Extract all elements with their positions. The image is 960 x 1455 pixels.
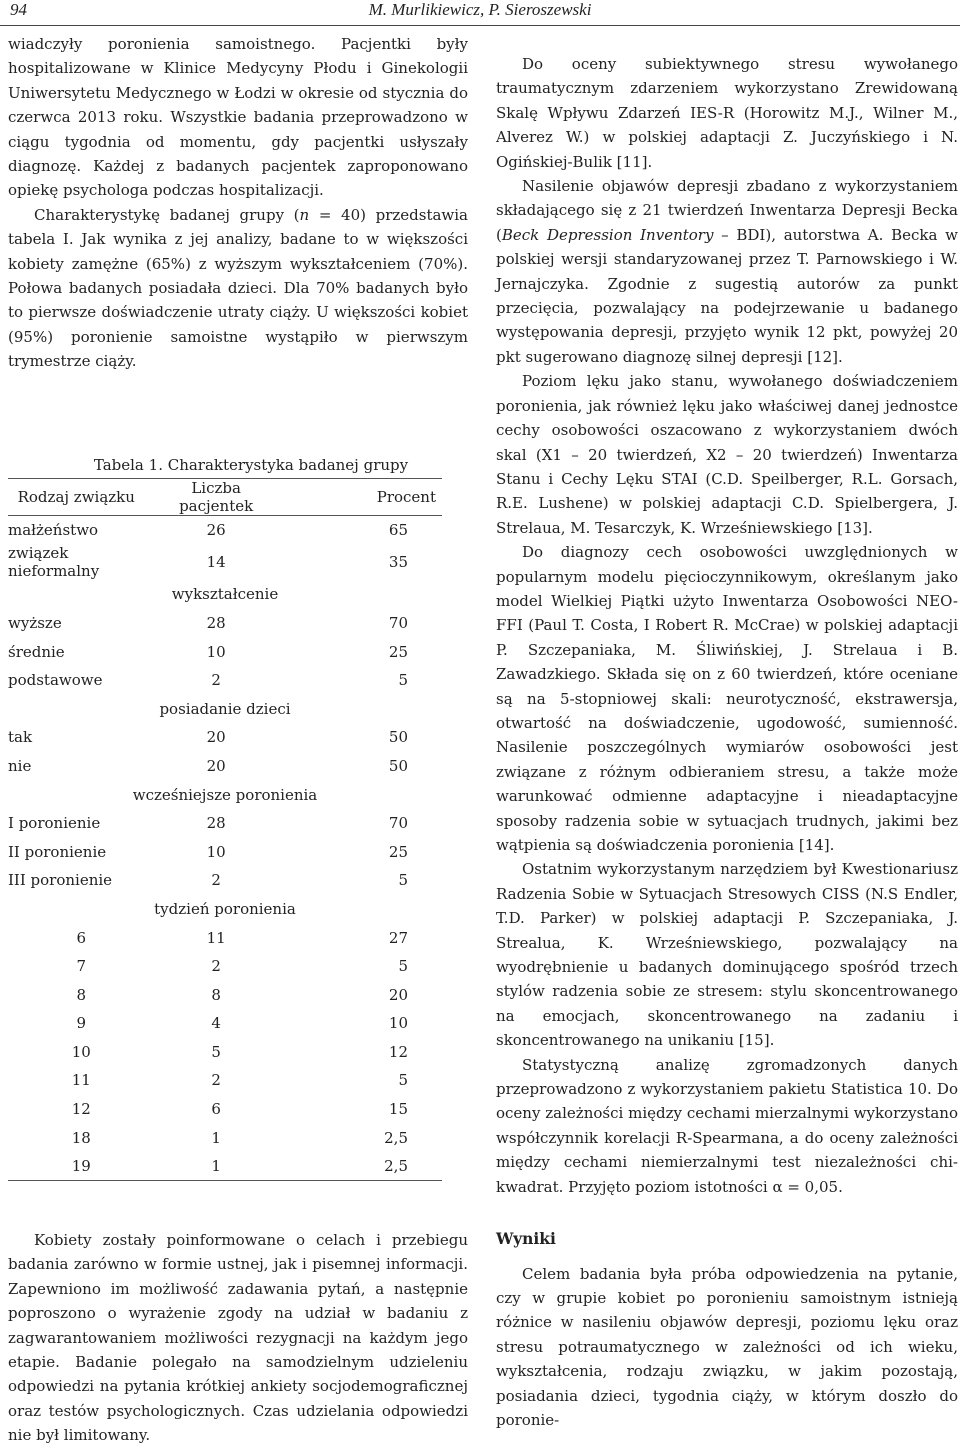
percent-value: 2,5 [384, 1128, 408, 1147]
patient-count: 26 [206, 521, 226, 540]
row-label: 9 [76, 1014, 87, 1033]
text-run: = 40) przedstawia tabela I. Jak wynika z jej analizy, badane to w większości kobiety zamężne (65%) z wyższym wykształceniem (70%). Połowa badanych posiadała dzieci. Dla 70% badanych było to pierwsze doświadczenie utraty ciąży. U większości kobiet (95%) poronienie samoistne wystąpiło w pierwszym trymestrze ciąży. [8, 205, 468, 371]
table-section-row [8, 895, 442, 924]
patient-count: 11 [206, 928, 226, 947]
text-run: – BDI), autorstwa A. Becka w polskiej wersji standaryzowanej przez T. Parnowskiego i W. Jernajczyka. Zgodnie z sugestią autorów za punkt przecięcia, pozwalający na podejrzewanie u badanego występowania depresji, przyjęto wynik 12 pkt, powyżej 20 pkt sugerowano diagnozę silnej depresji [12]. [496, 225, 958, 366]
table-row [8, 723, 442, 752]
percent-value: 50 [388, 756, 408, 775]
paragraph [496, 174, 958, 369]
patient-count: 2 [211, 957, 221, 976]
percent-value: 20 [388, 985, 408, 1004]
column-header: Rodzaj związku [17, 488, 135, 506]
patient-count: 6 [211, 1100, 221, 1119]
row-label: 6 [76, 928, 87, 947]
table-row [8, 1066, 442, 1095]
running-header [0, 0, 960, 24]
percent-value: 70 [388, 814, 408, 833]
table-row [8, 1095, 442, 1124]
table-row [8, 752, 442, 781]
patient-count: 28 [206, 613, 226, 632]
paragraph: Ostatnim wykorzystanym narzędziem był Kwestionariusz Radzenia Sobie w Sytuacjach Stresowych CISS (N.S Endler, T.D. Parker) w polskiej adaptacji P. Szczepaniaka, J. Strealua, K. Wrześniewskiego, pozwalający na wyodrębnienie u badanych dominującego spośród trzech stylów radzenia sobie ze stresem: stylu skoncentrowanego na emocjach, skoncentrowanego na zadaniu i skoncentrowanego na unikaniu [15]. [496, 860, 958, 1050]
table-row [8, 952, 442, 981]
paragraph: wiadczyły poronienia samoistnego. Pacjentki były hospitalizowane w Klinice Medycyny Płodu i Ginekologii Uniwersytetu Medycznego w Łodzi w okresie od stycznia do czerwca 2013 roku. Wszystkie badania przeprowadzono w ciągu tygodnia od momentu, gdy pacjentki usłyszały diagnozę. Każdej z badanych pacjentek zaproponowano opiekę psychologa podczas hospitalizacji. [8, 35, 468, 200]
left-column-top [8, 32, 468, 374]
paragraph: Do diagnozy cech osobowości uwzględnionych w popularnym modelu pięcioczynnikowym, określanym jako model Wielkiej Piątki użyto Inwentarza Osobowości NEO-FFI (Paul T. Costa, I Robert R. McCrae) w polskiej adaptacji P. Szczepaniaka, M. Śliwińskiej, J. Strelaua i B. Zawadzkiego. Składa się on z 60 twierdzeń, które oceniane są na 5-stopniowej skali: neurotyczność, ekstrawersja, otwartość na doświadczenie, ugodowość, sumienność. Nasilenie poszczególnych wymiarów osobowości jest związane z różnym odbieraniem stresu, a także może warunkować odmienne adaptacyjne i nieadaptacyjne sposoby radzenia sobie w sytuacjach trudnych, jakimi bez wątpienia są doświadczenia poronienia [14]. [496, 543, 958, 854]
percent-value: 5 [398, 671, 408, 690]
table-row [8, 809, 442, 838]
row-label: 19 [71, 1157, 91, 1176]
paragraph: Kobiety zostały poinformowane o celach i przebiegu badania zarówno w formie ustnej, jak i pisemnej informacji. Zapewniono im możliwość zadawania pytań, a następnie poproszono o wyrażenie zgody na udział w badaniu z zagwarantowaniem możliwości rezygnacji na każdym jego etapie. Badanie polegało na samodzielnym udzieleniu odpowiedzi na pytania krótkiej ankiety socjodemograficznej oraz testów psychologicznych. Czas udzielania odpowiedzi nie był limitowany. [8, 1231, 468, 1445]
percent-value: 35 [388, 553, 408, 572]
patient-count: 10 [206, 642, 226, 661]
text-run-italic: n [299, 205, 310, 224]
table-row [8, 1038, 442, 1067]
table-body [8, 516, 442, 1181]
patient-count: 8 [211, 985, 221, 1004]
page-number: 94 [10, 0, 27, 19]
row-label: 10 [71, 1042, 91, 1061]
text-run: Charakterystykę badanej grupy ( [34, 205, 300, 224]
patient-count: 10 [206, 842, 226, 861]
patient-count: 20 [206, 756, 226, 775]
row-label: 18 [71, 1128, 91, 1147]
patient-count: 2 [211, 871, 221, 890]
row-label: tak [8, 728, 33, 747]
text-run: Nasilenie objawów depresji zbadano z wykorzystaniem składającego się z 21 twierdzeń Inwentarza Depresji Becka ( [496, 177, 958, 244]
percent-value: 5 [398, 957, 408, 976]
patient-count: 2 [211, 671, 221, 690]
column-header: Procent [376, 488, 436, 506]
percent-value: 25 [388, 642, 408, 661]
patient-count: 2 [211, 1071, 221, 1090]
column-header: Liczba pacjentek [179, 479, 254, 515]
row-label: II poronienie [8, 842, 107, 861]
table-row [8, 637, 442, 666]
table-row [8, 923, 442, 952]
text-run-italic: Beck Depression Inventory [501, 225, 714, 244]
row-label: związek nieformalny [8, 544, 100, 581]
paragraph: Do oceny subiektywnego stresu wywołanego traumatycznym zdarzeniem wykorzystano Zrewidowaną Skalę Wpływu Zdarzeń IES-R (Horowitz M.J., Wilner M., Alverez W.) w polskiej adaptacji Z. Juczyńskiego i N. Ogińskiej-Bulik [11]. [496, 55, 958, 171]
left-column-bottom [8, 1228, 468, 1448]
section-label: wykształcenie [171, 585, 279, 604]
table-row [8, 609, 442, 638]
percent-value: 25 [388, 842, 408, 861]
row-label: wyższe [8, 613, 62, 632]
table-row [8, 1009, 442, 1038]
characteristics-table [8, 478, 442, 1181]
row-label: III poronienie [8, 871, 113, 890]
percent-value: 5 [398, 1071, 408, 1090]
row-label: podstawowe [8, 671, 103, 690]
section-heading: Wyniki [496, 1229, 556, 1249]
percent-value: 65 [388, 521, 408, 540]
table-row [8, 544, 442, 580]
paragraph: Celem badania była próba odpowiedzenia na pytanie, czy w grupie kobiet po poronieniu samoistnym istnieją różnice w nasileniu objawów depresji, poziomu lęku oraz stresu potraumatycznego w zależności od ich wieku, wykształcenia, rodzaju związku, w jakim pozostają, posiadania dzieci, tygodnia ciąży, w którym doszło do poronie- [496, 1264, 958, 1429]
table-row [8, 980, 442, 1009]
percent-value: 5 [398, 871, 408, 890]
right-column [496, 52, 958, 1432]
percent-value: 10 [388, 1014, 408, 1033]
row-label: 7 [76, 957, 87, 976]
patient-count: 1 [211, 1128, 221, 1147]
percent-value: 70 [388, 613, 408, 632]
table-section-row [8, 780, 442, 809]
patient-count: 1 [211, 1157, 221, 1176]
percent-value: 12 [388, 1042, 408, 1061]
table-section-row [8, 694, 442, 723]
table-row [8, 666, 442, 695]
table-row [8, 1123, 442, 1152]
running-title: M. Murlikiewicz, P. Sieroszewski [368, 0, 592, 19]
percent-value: 2,5 [384, 1157, 408, 1176]
table-caption: Tabela 1. Charakterystyka badanej grupy [93, 456, 409, 474]
table-row [8, 1152, 442, 1181]
row-label: I poronienie [8, 814, 101, 833]
percent-value: 27 [388, 928, 408, 947]
header-rule [0, 25, 960, 26]
table-row [8, 837, 442, 866]
patient-count: 28 [206, 814, 226, 833]
percent-value: 50 [388, 728, 408, 747]
patient-count: 14 [206, 553, 226, 572]
section-label: wcześniejsze poronienia [132, 785, 318, 804]
patient-count: 5 [211, 1042, 221, 1061]
table-row [8, 866, 442, 895]
section-label: posiadanie dzieci [159, 699, 291, 718]
row-label: nie [8, 756, 32, 775]
paragraph: Statystyczną analizę zgromadzonych danych przeprowadzono z wykorzystaniem pakietu Statistica 10. Do oceny zależności między cechami mierzalnymi wykorzystano współczynnik korelacji R-Spearmana, a do oceny zależności między cechami niemierzalnymi test niezależności chi-kwadrat. Przyjęto poziom istotności α = 0,05. [496, 1055, 958, 1196]
table-row [8, 516, 442, 545]
table-1 [8, 452, 442, 1181]
section-label: tydzień poronienia [154, 899, 296, 918]
patient-count: 20 [206, 728, 226, 747]
percent-value: 15 [388, 1100, 408, 1119]
paragraph [8, 203, 468, 374]
row-label: 8 [76, 985, 87, 1004]
table-header-row [8, 479, 442, 516]
row-label: 12 [71, 1100, 91, 1119]
patient-count: 4 [211, 1014, 221, 1033]
row-label: 11 [71, 1071, 91, 1090]
row-label: małżeństwo [8, 521, 99, 540]
paragraph: Poziom lęku jako stanu, wywołanego doświadczeniem poronienia, jak również lęku jako właściwej danej jednostce cechy osobowości oszacowano z wykorzystaniem dwóch skal (X1 – 20 twierdzeń, X2 – 20 twierdzeń) Inwentarza Stanu i Cechy Lęku STAI (C.D. Speilberger, R.L. Gorsach, R.E. Lushene) w polskiej adaptacji C.D. Spielbergera, J. Strelaua, M. Tesarczyk, K. Wrześniewskiego [13]. [496, 372, 958, 537]
table-section-row [8, 580, 442, 609]
row-label: średnie [8, 642, 65, 661]
